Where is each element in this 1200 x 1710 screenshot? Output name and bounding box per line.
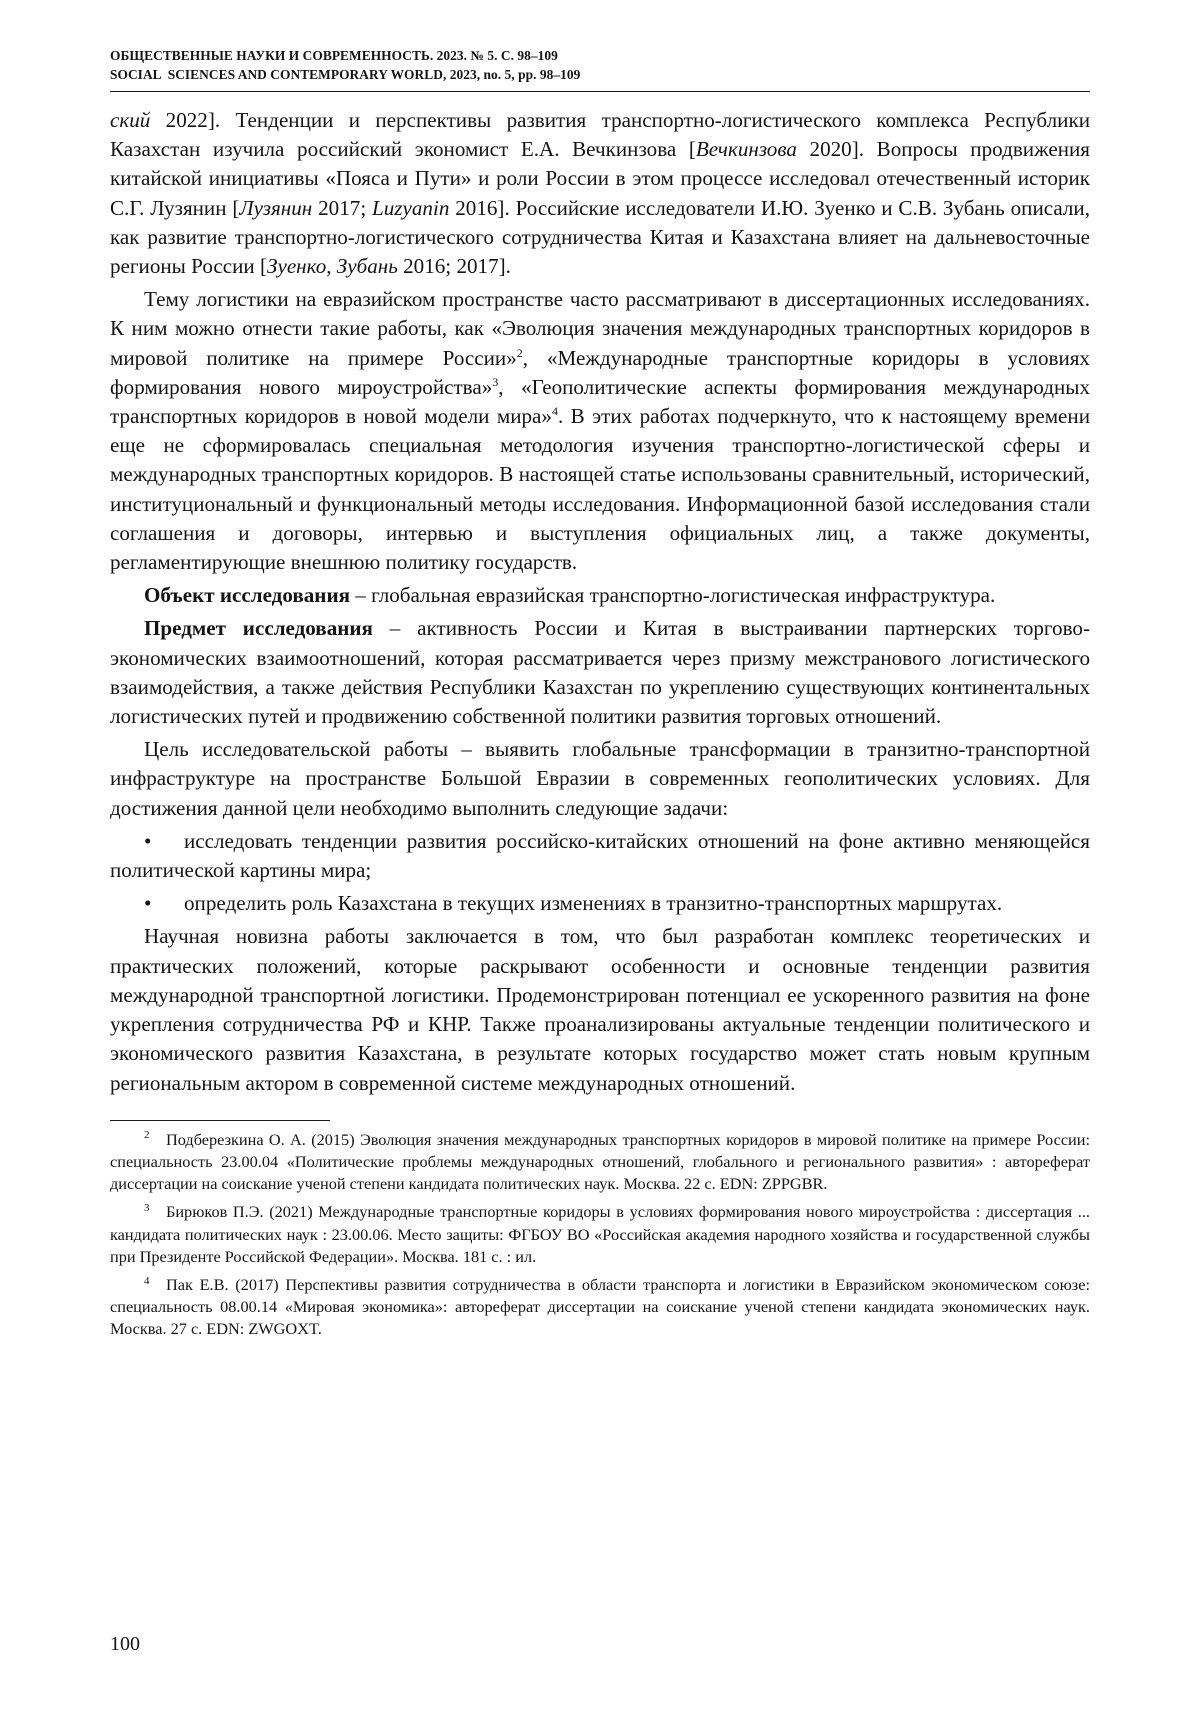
list-item bbox=[110, 889, 1090, 918]
footnote: 4 Пак Е.В. (2017) Перспективы развития сотрудничества в области транспорта и логистики в Евразийском экономическом союзе: специальность 08.00.14 «Мировая экономика»: автореферат диссертации на соискание ученой степени кандидата экономических наук. Москва. 27 с. EDN: ZWGOXT. bbox=[110, 1274, 1090, 1339]
paragraph-text: 2016; 2017]. bbox=[397, 254, 511, 279]
running-head-en: SOCIAL SCIENCES AND CONTEMPORARY WORLD, 2023, no. 5, pp. 98–109 bbox=[110, 67, 581, 82]
footnote-text: Пак Е.В. (2017) Перспективы развития сотрудничества в области транспорта и логистики в Евразийском экономическом союзе: специальность 08.00.14 «Мировая экономика»: автореферат диссертации на соискание ученой степени кандидата экономических наук. Москва. 27 с. EDN: ZWGOXT. bbox=[110, 1274, 1090, 1339]
footnote-text: Бирюков П.Э. (2021) Международные транспортные коридоры в условиях формирования нового мироустройства : диссертация ... кандидата политических наук : 23.00.06. Место защиты: ФГБОУ ВО «Российская академия народного хозяйства и государственной службы при Президенте Российской Федерации». Москва. 181 с. : ил. bbox=[110, 1202, 1090, 1266]
footnote-separator bbox=[110, 1120, 330, 1121]
citation-italic: Зуенко, Зубань bbox=[267, 254, 398, 279]
footnote-ref[interactable]: 2 bbox=[516, 345, 523, 360]
header-rule bbox=[110, 91, 1090, 92]
footnote: 2 Подберезкина О. А. (2015) Эволюция значения международных транспортных коридоров в мировой политике на примере России: специальность 23.00.04 «Политические проблемы международных отношений, глобального и регионального развития» : автореферат диссертации на соискание ученой степени кандидата политических наук. Москва. 22 с. EDN: ZPPGBR. bbox=[110, 1129, 1090, 1194]
paragraph-research-subject bbox=[110, 614, 1090, 731]
article-body bbox=[110, 106, 1090, 1098]
footnote-ref[interactable]: 4 bbox=[551, 404, 558, 418]
paragraph-text: , «Международные транспортные коридоры в условиях формирования нового мироустройства» bbox=[110, 345, 1090, 399]
term-bold: Предмет исследования bbox=[144, 616, 373, 641]
bullet-mark: • bbox=[144, 828, 152, 853]
paragraph-text: 2016]. Российские исследователи И.Ю. Зуенко и С.В. Зубань описали, как развитие транспортно-логистического сотрудничества Китая и Казахстана влияет на дальневосточные регионы России [ bbox=[110, 195, 1090, 279]
page-number: 100 bbox=[110, 1633, 140, 1655]
paragraph-text: – активность России и Китая в выстраивании партнерских торгово-экономических взаимоотношений, которая рассматривается через призму межстранового логистического взаимодействия, а также действия Республики Казахстан по укреплению существующих континентальных логистических путей и продвижению собственной политики развития торговых отношений. bbox=[110, 616, 1090, 729]
list-item bbox=[110, 827, 1090, 885]
paragraph-literature-review bbox=[110, 106, 1090, 281]
paragraph-text: 2020]. Вопросы продвижения китайской инициативы «Пояса и Пути» и роли России в этом процессе исследовал отечественный историк С.Г. Лузянин [ bbox=[110, 137, 1091, 220]
citation-italic: Лузянин bbox=[239, 195, 313, 220]
paragraph-text: . В этих работах подчеркнуто, что к настоящему времени еще не сформировалась специальная методология изучения транспортно-логистической сферы и международных транспортных коридоров. В настоящей статье использованы сравнительный, исторический, институциональный и функциональный методы исследования. Информационной базой исследования стали соглашения и договоры, интервью и выступления официальных лиц, а также документы, регламентирующие внешнюю политику государств. bbox=[110, 404, 1090, 575]
paragraph-text: 2022]. Тенденции и перспективы развития транспортно-логистического комплекса Республики Казахстан изучила российский экономист Е.А. Вечкинзова [ bbox=[110, 108, 1090, 162]
paragraph-text: , «Геополитические аспекты формирования международных транспортных коридоров в новой модели мира» bbox=[110, 374, 1090, 429]
citation-italic: ский bbox=[110, 108, 151, 132]
footnote-text: Подберезкина О. А. (2015) Эволюция значения международных транспортных коридоров в мировой политике на примере России: специальность 23.00.04 «Политические проблемы международных отношений, глобального и регионального развития» : автореферат диссертации на соискание ученой степени кандидата политических наук. Москва. 22 с. EDN: ZPPGBR. bbox=[110, 1129, 1090, 1194]
paragraph-text: Тему логистики на евразийском пространстве часто рассматривают в диссертационных исследованиях. К ним можно отнести такие работы, как «Эволюция значения международных транспортных коридоров в мировой политике на примере России» bbox=[110, 287, 1090, 370]
footnotes bbox=[110, 1129, 1090, 1341]
paragraph-research-object bbox=[110, 581, 1090, 610]
citation-italic: Luzyanin bbox=[372, 195, 450, 220]
paragraph-research-goal: Цель исследовательской работы – выявить глобальные трансформации в транзитно-транспортной инфраструктуре на пространстве Большой Евразии в современных геополитических условиях. Для достижения данной цели необходимо выполнить следующие задачи: bbox=[110, 737, 1090, 820]
list-item-text: исследовать тенденции развития российско-китайских отношений на фоне активно меняющейся политической картины мира; bbox=[110, 828, 1090, 883]
paragraph-text: – глобальная евразийская транспортно-логистическая инфраструктура. bbox=[350, 583, 996, 608]
running-head bbox=[110, 46, 1090, 84]
footnote: 3 Бирюков П.Э. (2021) Международные транспортные коридоры в условиях формирования нового мироустройства : диссертация ... кандидата политических наук : 23.00.06. Место защиты: ФГБОУ ВО «Российская академия народного хозяйства и государственной службы при Президенте Российской Федерации». Москва. 181 с. : ил. bbox=[110, 1201, 1090, 1266]
paragraph-dissertations bbox=[110, 285, 1090, 577]
running-head-ru: ОБЩЕСТВЕННЫЕ НАУКИ И СОВРЕМЕННОСТЬ. 2023. № 5. С. 98–109 bbox=[110, 48, 558, 63]
bullet-mark: • bbox=[144, 891, 152, 916]
list-item-text: определить роль Казахстана в текущих изменениях в транзитно-транспортных маршрутах. bbox=[184, 891, 1003, 916]
citation-italic: Вечкинзова bbox=[695, 137, 797, 162]
footnote-ref[interactable]: 3 bbox=[492, 374, 499, 389]
page bbox=[110, 46, 1090, 1347]
paragraph-novelty: Научная новизна работы заключается в том, что был разработан комплекс теоретических и практических положений, которые раскрывают особенности и основные тенденции развития международной транспортной логистики. Продемонстрирован потенциал ее ускоренного развития на фоне укрепления сотрудничества РФ и КНР. Также проанализированы актуальные тенденции политического и экономического развития Казахстана, в результате которых государство может стать новым крупным региональным актором в современной системе международных отношений. bbox=[110, 924, 1090, 1095]
term-bold: Объект исследования bbox=[144, 583, 351, 608]
paragraph-text: 2017; bbox=[312, 195, 373, 220]
